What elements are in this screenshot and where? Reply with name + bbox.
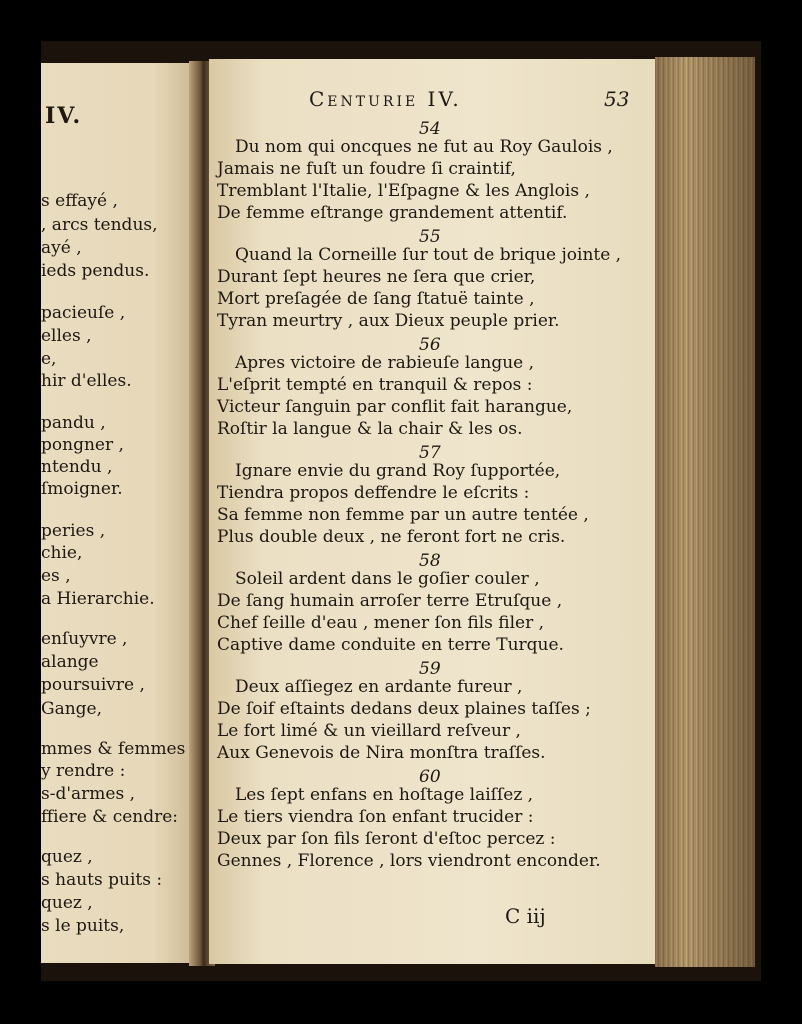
verse-line: Mort preſagée de ſang ſtatuë tainte , bbox=[217, 289, 535, 309]
left-text-fragment: enſuyvre , bbox=[41, 629, 128, 649]
left-text-fragment: a Hierarchie. bbox=[41, 589, 155, 609]
verse-line: Captive dame conduite en terre Turque. bbox=[217, 635, 564, 655]
verse-line: De ſang humain arroſer terre Etruſque , bbox=[217, 591, 563, 611]
verse-line: Les ſept enfans en hoſtage laiſſez , bbox=[235, 785, 534, 805]
left-text-fragment: s hauts puits : bbox=[41, 870, 163, 890]
quatrain-number: 57 bbox=[419, 443, 441, 463]
left-text-fragment: pongner , bbox=[41, 435, 124, 455]
verse-line: Le tiers viendra ſon enfant trucider : bbox=[217, 807, 534, 827]
left-text-fragment: es , bbox=[41, 566, 71, 586]
verse-line: Ignare envie du grand Roy ſupportée, bbox=[235, 461, 561, 481]
signature-mark: C iij bbox=[505, 904, 546, 928]
quatrain-number: 60 bbox=[419, 767, 441, 787]
left-page-header: IV. bbox=[45, 103, 83, 129]
verse-line: Roſtir la langue & la chair & les os. bbox=[217, 419, 523, 439]
left-text-fragment: , arcs tendus, bbox=[41, 215, 158, 235]
running-header: Centurie IV. bbox=[309, 87, 462, 111]
page-fore-edge bbox=[655, 57, 755, 967]
verse-line: Jamais ne fuſt un foudre ſi craintif, bbox=[217, 159, 516, 179]
verse-line: L'eſprit tempté en tranquil & repos : bbox=[217, 375, 533, 395]
verse-line: Apres victoire de rabieuſe langue , bbox=[235, 353, 535, 373]
left-text-fragment: elles , bbox=[41, 326, 92, 346]
verse-line: De ſoif eſtaints dedans deux plaines taſſes ; bbox=[217, 699, 591, 719]
left-text-fragment: Gange, bbox=[41, 699, 103, 719]
verse-line: Victeur ſanguin par conflit fait harangue, bbox=[217, 397, 573, 417]
left-text-fragment: peries , bbox=[41, 521, 106, 541]
verse-line: Tyran meurtry , aux Dieux peuple prier. bbox=[217, 311, 560, 331]
right-page bbox=[209, 59, 661, 964]
left-text-fragment: y rendre : bbox=[41, 761, 126, 781]
left-text-fragment: s le puits, bbox=[41, 916, 125, 936]
left-text-fragment: chie, bbox=[41, 543, 83, 563]
verse-line: Deux aſſiegez en ardante fureur , bbox=[235, 677, 523, 697]
verse-line: Chef ſeille d'eau , mener ſon fils filer , bbox=[217, 613, 545, 633]
left-text-fragment: pandu , bbox=[41, 413, 106, 433]
page-number: 53 bbox=[604, 87, 630, 111]
left-page bbox=[41, 63, 201, 963]
verse-line: Aux Genevois de Nira monſtra traſſes. bbox=[217, 743, 546, 763]
left-text-fragment: s-d'armes , bbox=[41, 784, 135, 804]
quatrain-number: 58 bbox=[419, 551, 441, 571]
verse-line: Sa femme non femme par un autre tentée , bbox=[217, 505, 589, 525]
left-text-fragment: ieds pendus. bbox=[41, 261, 150, 281]
verse-line: Deux par ſon fils ſeront d'eſtoc percez : bbox=[217, 829, 556, 849]
left-text-fragment: ntendu , bbox=[41, 457, 113, 477]
left-text-fragment: alange bbox=[41, 652, 99, 672]
verse-line: Du nom qui oncques ne fut au Roy Gaulois , bbox=[235, 137, 613, 157]
verse-line: Tremblant l'Italie, l'Eſpagne & les Anglois , bbox=[217, 181, 590, 201]
left-text-fragment: ffiere & cendre: bbox=[41, 807, 179, 827]
verse-line: Gennes , Florence , lors viendront enconder. bbox=[217, 851, 601, 871]
left-text-fragment: s effayé , bbox=[41, 191, 118, 211]
verse-line: Quand la Corneille ſur tout de brique jointe , bbox=[235, 245, 622, 265]
left-text-fragment: pacieuſe , bbox=[41, 303, 126, 323]
verse-line: Le fort limé & un vieillard reſveur , bbox=[217, 721, 521, 741]
left-text-fragment: hir d'elles. bbox=[41, 371, 132, 391]
left-text-fragment: ayé , bbox=[41, 238, 82, 258]
verse-line: Tiendra propos deffendre le eſcrits : bbox=[217, 483, 530, 503]
left-text-fragment: mmes & femmes bbox=[41, 739, 186, 759]
left-text-fragment: quez , bbox=[41, 893, 93, 913]
open-book bbox=[41, 41, 761, 981]
left-text-fragment: e, bbox=[41, 349, 57, 369]
left-text-fragment: poursuivre , bbox=[41, 675, 145, 695]
left-text-fragment: ſmoigner. bbox=[41, 479, 123, 499]
quatrain-number: 55 bbox=[419, 227, 441, 247]
verse-line: De femme eſtrange grandement attentif. bbox=[217, 203, 568, 223]
quatrain-number: 56 bbox=[419, 335, 441, 355]
verse-line: Soleil ardent dans le goſier couler , bbox=[235, 569, 540, 589]
quatrain-number: 54 bbox=[419, 119, 441, 139]
left-text-fragment: quez , bbox=[41, 847, 93, 867]
quatrain-number: 59 bbox=[419, 659, 441, 679]
verse-line: Plus double deux , ne feront fort ne cris. bbox=[217, 527, 566, 547]
verse-line: Durant ſept heures ne ſera que crier, bbox=[217, 267, 536, 287]
